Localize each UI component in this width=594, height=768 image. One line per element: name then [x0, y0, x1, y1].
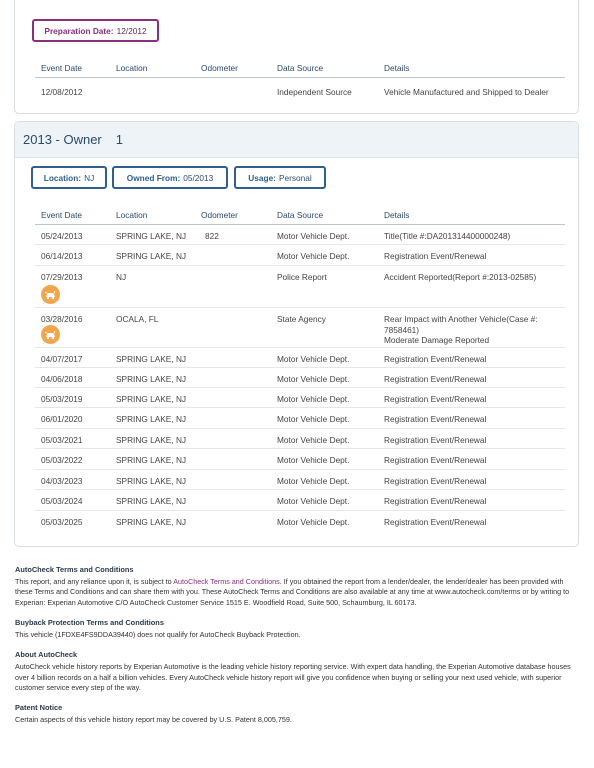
terms-text-pre: This report, and any reliance upon it, is subject to: [15, 577, 174, 587]
table-row: [35, 266, 565, 308]
buyback-title: Buyback Protection Terms and Conditions: [15, 617, 164, 627]
location: SPRING LAKE, NJ: [116, 517, 187, 527]
table-row: [35, 490, 565, 511]
owner-card: [14, 121, 579, 547]
manufacture-table: [35, 57, 565, 105]
location: SPRING LAKE, NJ: [116, 496, 187, 506]
data-source: Motor Vehicle Dept.: [277, 455, 350, 465]
location: OCALA, FL: [116, 314, 159, 324]
col-odometer: Odometer: [201, 210, 238, 220]
location: SPRING LAKE, NJ: [116, 435, 187, 445]
details: Registration Event/Renewal: [384, 374, 487, 384]
event-date: 05/03/2025: [41, 517, 83, 527]
col-event-date: Event Date: [41, 63, 83, 73]
col-odometer: Odometer: [201, 63, 238, 73]
data-source: Independent Source: [277, 87, 352, 97]
table-row: [35, 368, 565, 388]
usage-badge: [234, 166, 326, 189]
owner-events-table: [35, 204, 565, 531]
details: Accident Reported(Report #:2013-02585): [384, 272, 537, 282]
owned-from-label: Owned From:: [126, 172, 181, 183]
buyback-text: This vehicle (1FDXE4FS9DDA39440) does not qualify for AutoCheck Buyback Protection.: [15, 630, 301, 640]
details: Registration Event/Renewal: [384, 354, 487, 364]
terms-link[interactable]: AutoCheck Terms and Conditions: [173, 577, 280, 587]
data-source: Motor Vehicle Dept.: [277, 251, 350, 261]
location-value: NJ: [84, 172, 95, 183]
location: SPRING LAKE, NJ: [116, 394, 187, 404]
owned-from-value: 05/2013: [183, 172, 214, 183]
event-date: 05/03/2021: [41, 435, 83, 445]
owned-from-badge: [112, 166, 228, 189]
table-row: [35, 78, 565, 105]
col-event-date: Event Date: [41, 210, 83, 220]
owner-number: 1: [115, 132, 123, 147]
col-data-source: Data Source: [277, 210, 324, 220]
table-row: [35, 388, 565, 408]
table-header: [35, 57, 565, 78]
footer-notices: [15, 565, 580, 735]
event-date: 03/28/2016: [41, 314, 83, 324]
patent-text: Certain aspects of this vehicle history report may be covered by U.S. Patent 8,005,759.: [15, 715, 292, 725]
terms-text: [15, 577, 580, 608]
details: Registration Event/Renewal: [384, 455, 487, 465]
event-date: 06/01/2020: [41, 414, 83, 424]
col-location: Location: [116, 210, 148, 220]
details-line-2: Moderate Damage Reported: [384, 335, 490, 345]
location: SPRING LAKE, NJ: [116, 231, 187, 241]
col-details: Details: [384, 63, 410, 73]
about-section: [15, 650, 580, 693]
event-date: 05/03/2022: [41, 455, 83, 465]
details: [384, 314, 562, 346]
location: SPRING LAKE, NJ: [116, 354, 187, 364]
table-row: [35, 511, 565, 531]
terms-title: AutoCheck Terms and Conditions: [15, 565, 134, 574]
about-text: AutoCheck vehicle history reports by Experian Automotive is the leading vehicle history reporting service. With expert data handling, the Experian Automotive database houses over 4 billion records on a half a billion vehicles. Every AutoCheck vehicle history report will give you confidence when buying or selling your next used vehicle, with superior customer service every step of the way.: [15, 662, 571, 692]
details: Registration Event/Renewal: [384, 476, 487, 486]
data-source: Motor Vehicle Dept.: [277, 374, 350, 384]
table-row: [35, 449, 565, 470]
event-date: 05/03/2024: [41, 496, 83, 506]
terms-section: [15, 565, 580, 608]
data-source: Motor Vehicle Dept.: [277, 354, 350, 364]
prep-value: 12/2012: [116, 25, 147, 36]
table-row: [35, 408, 565, 429]
data-source: Motor Vehicle Dept.: [277, 394, 350, 404]
location-label: Location:: [43, 172, 82, 183]
owner-title-text: 2013 - Owner: [23, 132, 102, 147]
details: Registration Event/Renewal: [384, 435, 487, 445]
data-source: Motor Vehicle Dept.: [277, 414, 350, 424]
table-row: [35, 470, 565, 490]
owner-header: [15, 122, 578, 158]
car-crash-icon: [41, 325, 60, 344]
event-date: 04/03/2023: [41, 476, 83, 486]
location: SPRING LAKE, NJ: [116, 374, 187, 384]
col-location: Location: [116, 63, 148, 73]
owner-title: [23, 132, 123, 147]
table-row: [35, 245, 565, 266]
event-date: 04/06/2018: [41, 374, 83, 384]
details: Registration Event/Renewal: [384, 251, 487, 261]
location: SPRING LAKE, NJ: [116, 414, 187, 424]
data-source: Motor Vehicle Dept.: [277, 476, 350, 486]
event-date: 04/07/2017: [41, 354, 83, 364]
data-source: State Agency: [277, 314, 326, 324]
location: SPRING LAKE, NJ: [116, 476, 187, 486]
details: Title(Title #:DA201314400000248): [384, 231, 511, 241]
col-details: Details: [384, 210, 410, 220]
event-date: 12/08/2012: [41, 87, 83, 97]
col-data-source: Data Source: [277, 63, 324, 73]
location-badge: [31, 166, 107, 189]
patent-section: [15, 703, 580, 725]
preparation-date-badge: [32, 19, 159, 42]
about-title: About AutoCheck: [15, 650, 78, 660]
odometer: 822: [205, 231, 219, 241]
location: NJ: [116, 272, 127, 282]
buyback-section: [15, 618, 580, 640]
details: Registration Event/Renewal: [384, 394, 487, 404]
details: Registration Event/Renewal: [384, 496, 487, 506]
table-header: [35, 204, 565, 225]
table-row: [35, 308, 565, 348]
event-date: 05/24/2013: [41, 231, 83, 241]
event-date: 05/03/2019: [41, 394, 83, 404]
details: Registration Event/Renewal: [384, 517, 487, 527]
terms-text-post: . If you obtained the report from a lender/dealer, the lender/dealer has been provided with these Terms and Conditions and can share them with you. These AutoCheck Terms and Conditions are also available at any time at www.autocheck.com/terms or by writing to Experian: Experian Automotive C/O AutoCheck Customer Service 1515 E. Woodfield Road, Suite 500, Schaumburg, IL 60173.: [15, 577, 570, 607]
patent-title: Patent Notice: [15, 703, 63, 713]
event-date: 06/14/2013: [41, 251, 83, 261]
prep-label: Preparation Date:: [44, 25, 114, 36]
data-source: Police Report: [277, 272, 327, 282]
location: SPRING LAKE, NJ: [116, 251, 187, 261]
details: Registration Event/Renewal: [384, 414, 487, 424]
manufacture-card: [14, 0, 579, 114]
car-crash-icon: [41, 285, 60, 304]
location: SPRING LAKE, NJ: [116, 455, 187, 465]
data-source: Motor Vehicle Dept.: [277, 231, 350, 241]
details-line-1: Rear Impact with Another Vehicle(Case #: 7858461): [384, 314, 538, 335]
details: Vehicle Manufactured and Shipped to Dealer: [384, 87, 549, 97]
data-source: Motor Vehicle Dept.: [277, 517, 350, 527]
table-row: [35, 348, 565, 368]
data-source: Motor Vehicle Dept.: [277, 496, 350, 506]
usage-label: Usage:: [248, 172, 276, 183]
table-row: [35, 225, 565, 245]
data-source: Motor Vehicle Dept.: [277, 435, 350, 445]
event-date: 07/29/2013: [41, 272, 83, 282]
table-row: [35, 429, 565, 449]
usage-value: Personal: [278, 172, 312, 183]
